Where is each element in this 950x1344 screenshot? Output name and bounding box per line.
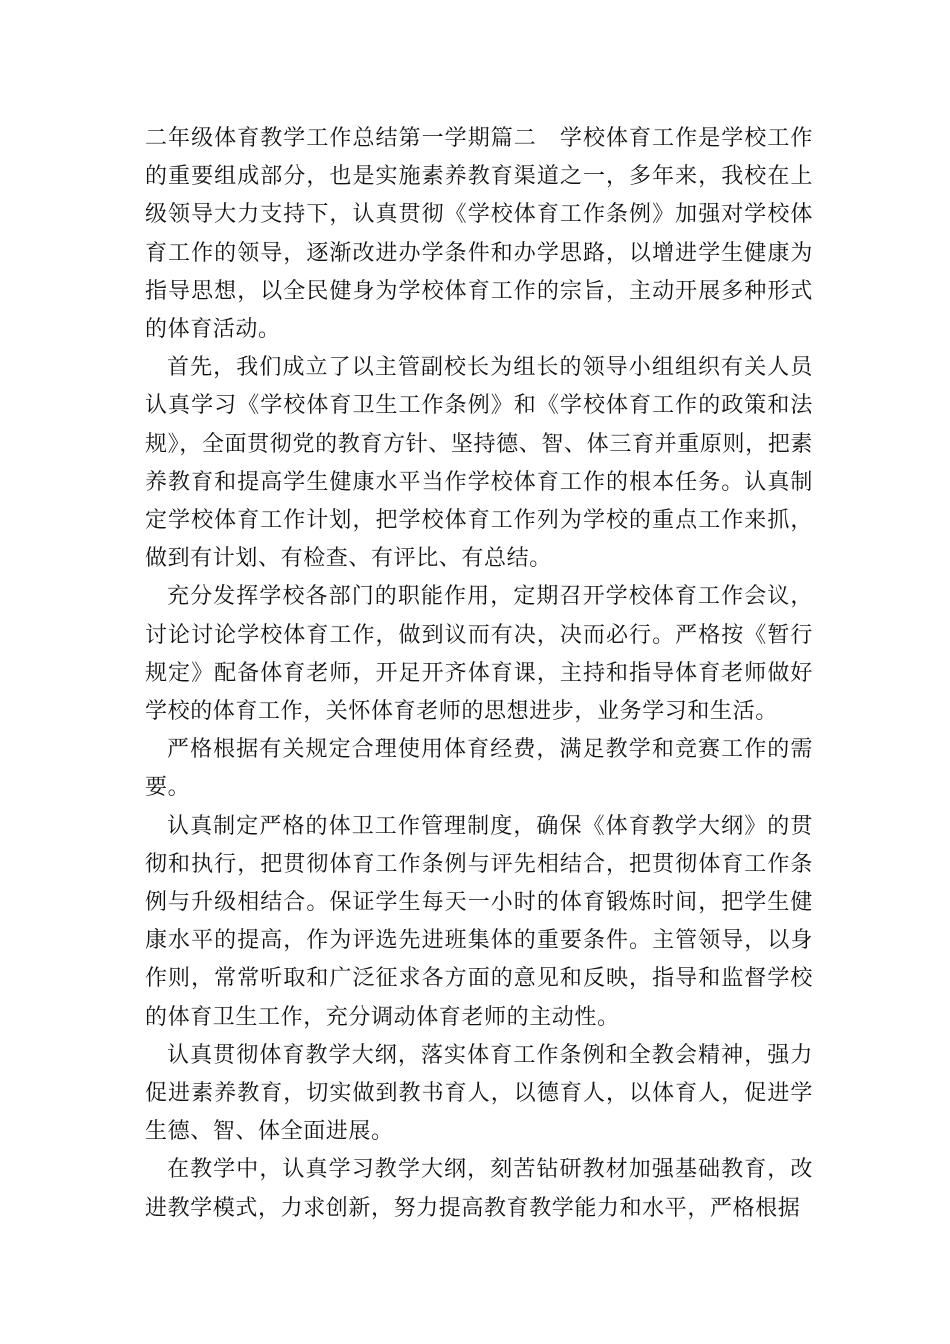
paragraph-leadership: 首先，我们成立了以主管副校长为组长的领导小组组织有关人员认真学习《学校体育卫生工作条例》和《学校体育工作的政策和法规》，全面贯彻党的教育方针、坚持德、智、体三育并重原则，把素养教育和提高学生健康水平当作学校体育工作的根本任务。认真制定学校体育工作计划，把学校体育工作列为学校的重点工作来抓，做到有计划、有检查、有评比、有总结。 — [145, 355, 813, 572]
paragraph-teaching: 在教学中，认真学习教学大纲，刻苦钻研教材加强基础教育，改进教学模式，力求创新，努力提高教育教学能力和水平，严格根据 — [145, 1157, 813, 1221]
paragraph-departments: 充分发挥学校各部门的职能作用，定期召开学校体育工作会议，讨论讨论学校体育工作，做到议而有决，决而必行。严格按《暂行规定》配备体育老师，开足开齐体育课，主持和指导体育老师做好学校的体育工作，关怀体育老师的思想进步，业务学习和生活。 — [145, 584, 813, 725]
paragraph-syllabus: 认真贯彻体育教学大纲，落实体育工作条例和全教会精神，强力促进素养教育，切实做到教书育人，以德育人，以体育人，促进学生德、智、体全面进展。 — [145, 1042, 813, 1145]
paragraph-funding: 严格根据有关规定合理使用体育经费，满足教学和竞赛工作的需要。 — [145, 737, 813, 801]
document-body — [145, 120, 813, 1228]
paragraph-intro: 二年级体育教学工作总结第一学期篇二 学校体育工作是学校工作的重要组成部分，也是实施素养教育渠道之一，多年来，我校在上级领导大力支持下，认真贯彻《学校体育工作条例》加强对学校体育工作的领导，逐渐改进办学条件和办学思路，以增进学生健康为指导思想，以全民健身为学校体育工作的宗旨，主动开展多种形式的体育活动。 — [145, 126, 813, 343]
paragraph-management: 认真制定严格的体卫工作管理制度，确保《体育教学大纲》的贯彻和执行，把贯彻体育工作条例与评先相结合，把贯彻体育工作条例与升级相结合。保证学生每天一小时的体育锻炼时间，把学生健康水平的提高，作为评选先进班集体的重要条件。主管领导，以身作则，常常听取和广泛征求各方面的意见和反映，指导和监督学校的体育卫生工作，充分调动体育老师的主动性。 — [145, 813, 813, 1030]
